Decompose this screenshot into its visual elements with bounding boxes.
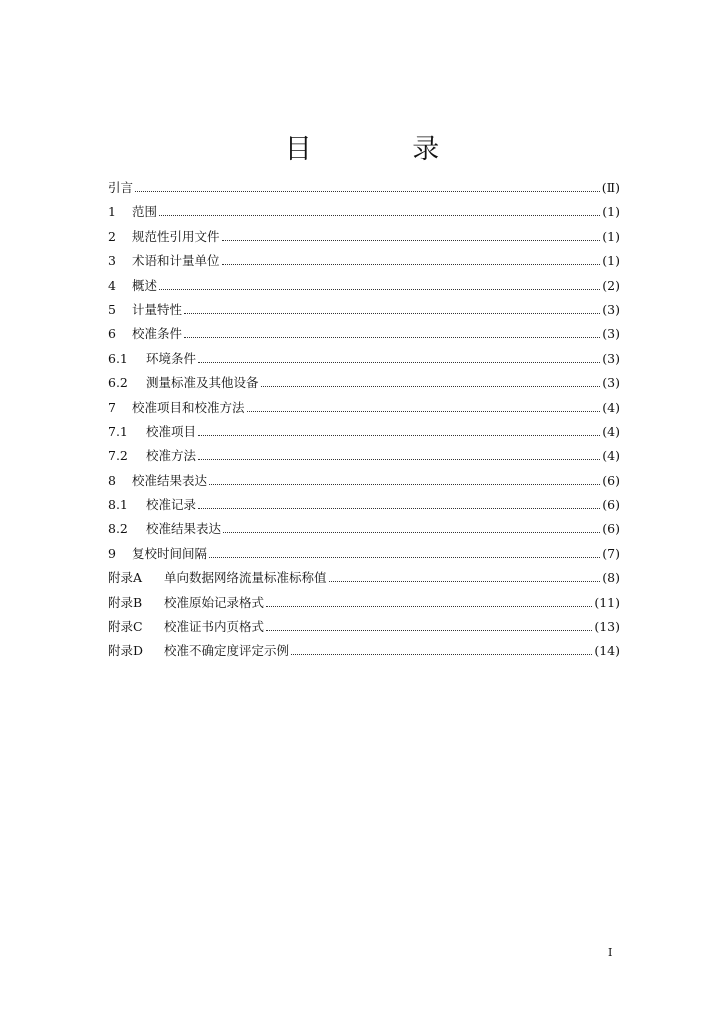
toc-entry[interactable] [108,176,620,200]
toc-entry[interactable] [108,420,620,444]
toc-entry-number: 1 [108,204,116,220]
toc-dot-leader [222,240,601,241]
toc-dot-leader [266,606,592,607]
toc-entry-page: (1) [602,204,620,220]
toc-entry[interactable] [108,322,620,346]
toc-entry-number: 6 [108,326,116,342]
toc-entry-number: 8.2 [108,521,128,537]
toc-dot-leader [198,435,600,436]
toc-entry-title: 测量标准及其他设备 [146,375,259,391]
toc-entry[interactable] [108,274,620,298]
toc-entry-page: (1) [602,228,620,244]
toc-entry[interactable] [108,493,620,517]
toc-entry-page: (7) [602,545,620,561]
toc-entry[interactable] [108,639,620,663]
toc-entry-page: (6) [602,497,620,513]
toc-entry-page: (Ⅱ) [601,180,620,195]
toc-dot-leader [135,191,600,192]
toc-entry-title: 计量特性 [132,301,183,317]
toc-entry-title: 校准原始记录格式 [164,594,265,610]
toc-entry-page: (3) [602,326,620,342]
toc-entry-number: 9 [108,545,116,561]
toc-entry-number: 8.1 [108,497,128,513]
toc-entry-number: 8 [108,472,116,488]
toc-entry-page: (4) [602,448,620,464]
toc-entry-title: 单向数据网络流量标准标称值 [164,570,327,586]
toc-entry-page: (11) [594,594,620,610]
toc-entry[interactable] [108,225,620,249]
page-title: 目 录 [284,134,486,165]
toc-dot-leader [159,215,600,216]
toc-entry-page: (6) [602,521,620,537]
toc-entry[interactable] [108,347,620,371]
toc-entry-page: (3) [602,301,620,317]
toc-entry[interactable] [108,542,620,566]
toc-dot-leader [291,654,592,655]
toc-entry[interactable] [108,517,620,541]
toc-entry-title: 规范性引用文件 [132,228,220,244]
toc-entry-page: (4) [602,399,620,415]
toc-entry-number: 4 [108,277,116,293]
toc-dot-leader [209,484,600,485]
toc-entry[interactable] [108,249,620,273]
toc-entry[interactable] [108,200,620,224]
toc-dot-leader [209,557,600,558]
toc-entry-page: (6) [602,472,620,488]
toc-entry[interactable] [108,591,620,615]
toc-entry[interactable] [108,371,620,395]
toc-entry[interactable] [108,615,620,639]
toc-dot-leader [198,508,600,509]
toc-entry-number: 6.1 [108,350,128,366]
toc-entry[interactable] [108,396,620,420]
toc-entry-number: 附录B [108,594,143,610]
toc-entry-title: 校准结果表达 [132,472,208,488]
toc-dot-leader [266,630,592,631]
toc-entry-page: (2) [602,277,620,293]
toc-entry-number: 附录C [108,619,143,635]
toc-entry-title: 校准项目和校准方法 [132,399,245,415]
toc-dot-leader [159,289,600,290]
toc-entry-title: 概述 [132,277,158,293]
toc-entry-title: 校准项目 [146,423,197,439]
toc-entry-number: 3 [108,253,116,269]
toc-entry[interactable] [108,566,620,590]
toc-entry-number: 7.2 [108,448,128,464]
toc-entry-page: (3) [602,375,620,391]
toc-entry-number: 7 [108,399,116,415]
toc-dot-leader [198,459,600,460]
toc-entry-title: 术语和计量单位 [132,253,220,269]
toc-entry-page: (1) [602,253,620,269]
toc-entry-number: 附录D [108,643,144,659]
toc-entry-title: 复校时间间隔 [132,545,208,561]
toc-dot-leader [184,337,600,338]
toc-entry-title: 校准方法 [146,448,197,464]
toc-dot-leader [198,362,600,363]
toc-entry-title: 校准结果表达 [146,521,222,537]
toc-entry-title: 校准条件 [132,326,183,342]
toc-entry-title: 校准不确定度评定示例 [164,643,290,659]
toc-entry-page: (13) [594,619,620,635]
toc-dot-leader [184,313,600,314]
toc-dot-leader [223,532,600,533]
toc-entry-number: 5 [108,301,116,317]
table-of-contents [108,176,620,664]
toc-entry[interactable] [108,469,620,493]
toc-entry-title: 引言 [108,180,134,195]
toc-entry[interactable] [108,444,620,468]
toc-entry-page: (3) [602,350,620,366]
toc-entry-page: (14) [594,643,620,659]
toc-entry-number: 附录A [108,570,143,586]
toc-entry-title: 校准记录 [146,497,197,513]
toc-entry-title: 范围 [132,204,158,220]
toc-entry-number: 7.1 [108,423,128,439]
toc-entry-number: 6.2 [108,375,128,391]
toc-entry-number: 2 [108,228,116,244]
toc-dot-leader [247,411,601,412]
toc-entry[interactable] [108,298,620,322]
toc-entry-title: 校准证书内页格式 [164,619,265,635]
toc-dot-leader [329,581,601,582]
toc-entry-page: (4) [602,423,620,439]
page-number: I [608,946,613,959]
toc-dot-leader [222,264,601,265]
toc-entry-title: 环境条件 [146,350,197,366]
toc-entry-page: (8) [602,570,620,586]
toc-dot-leader [261,386,601,387]
